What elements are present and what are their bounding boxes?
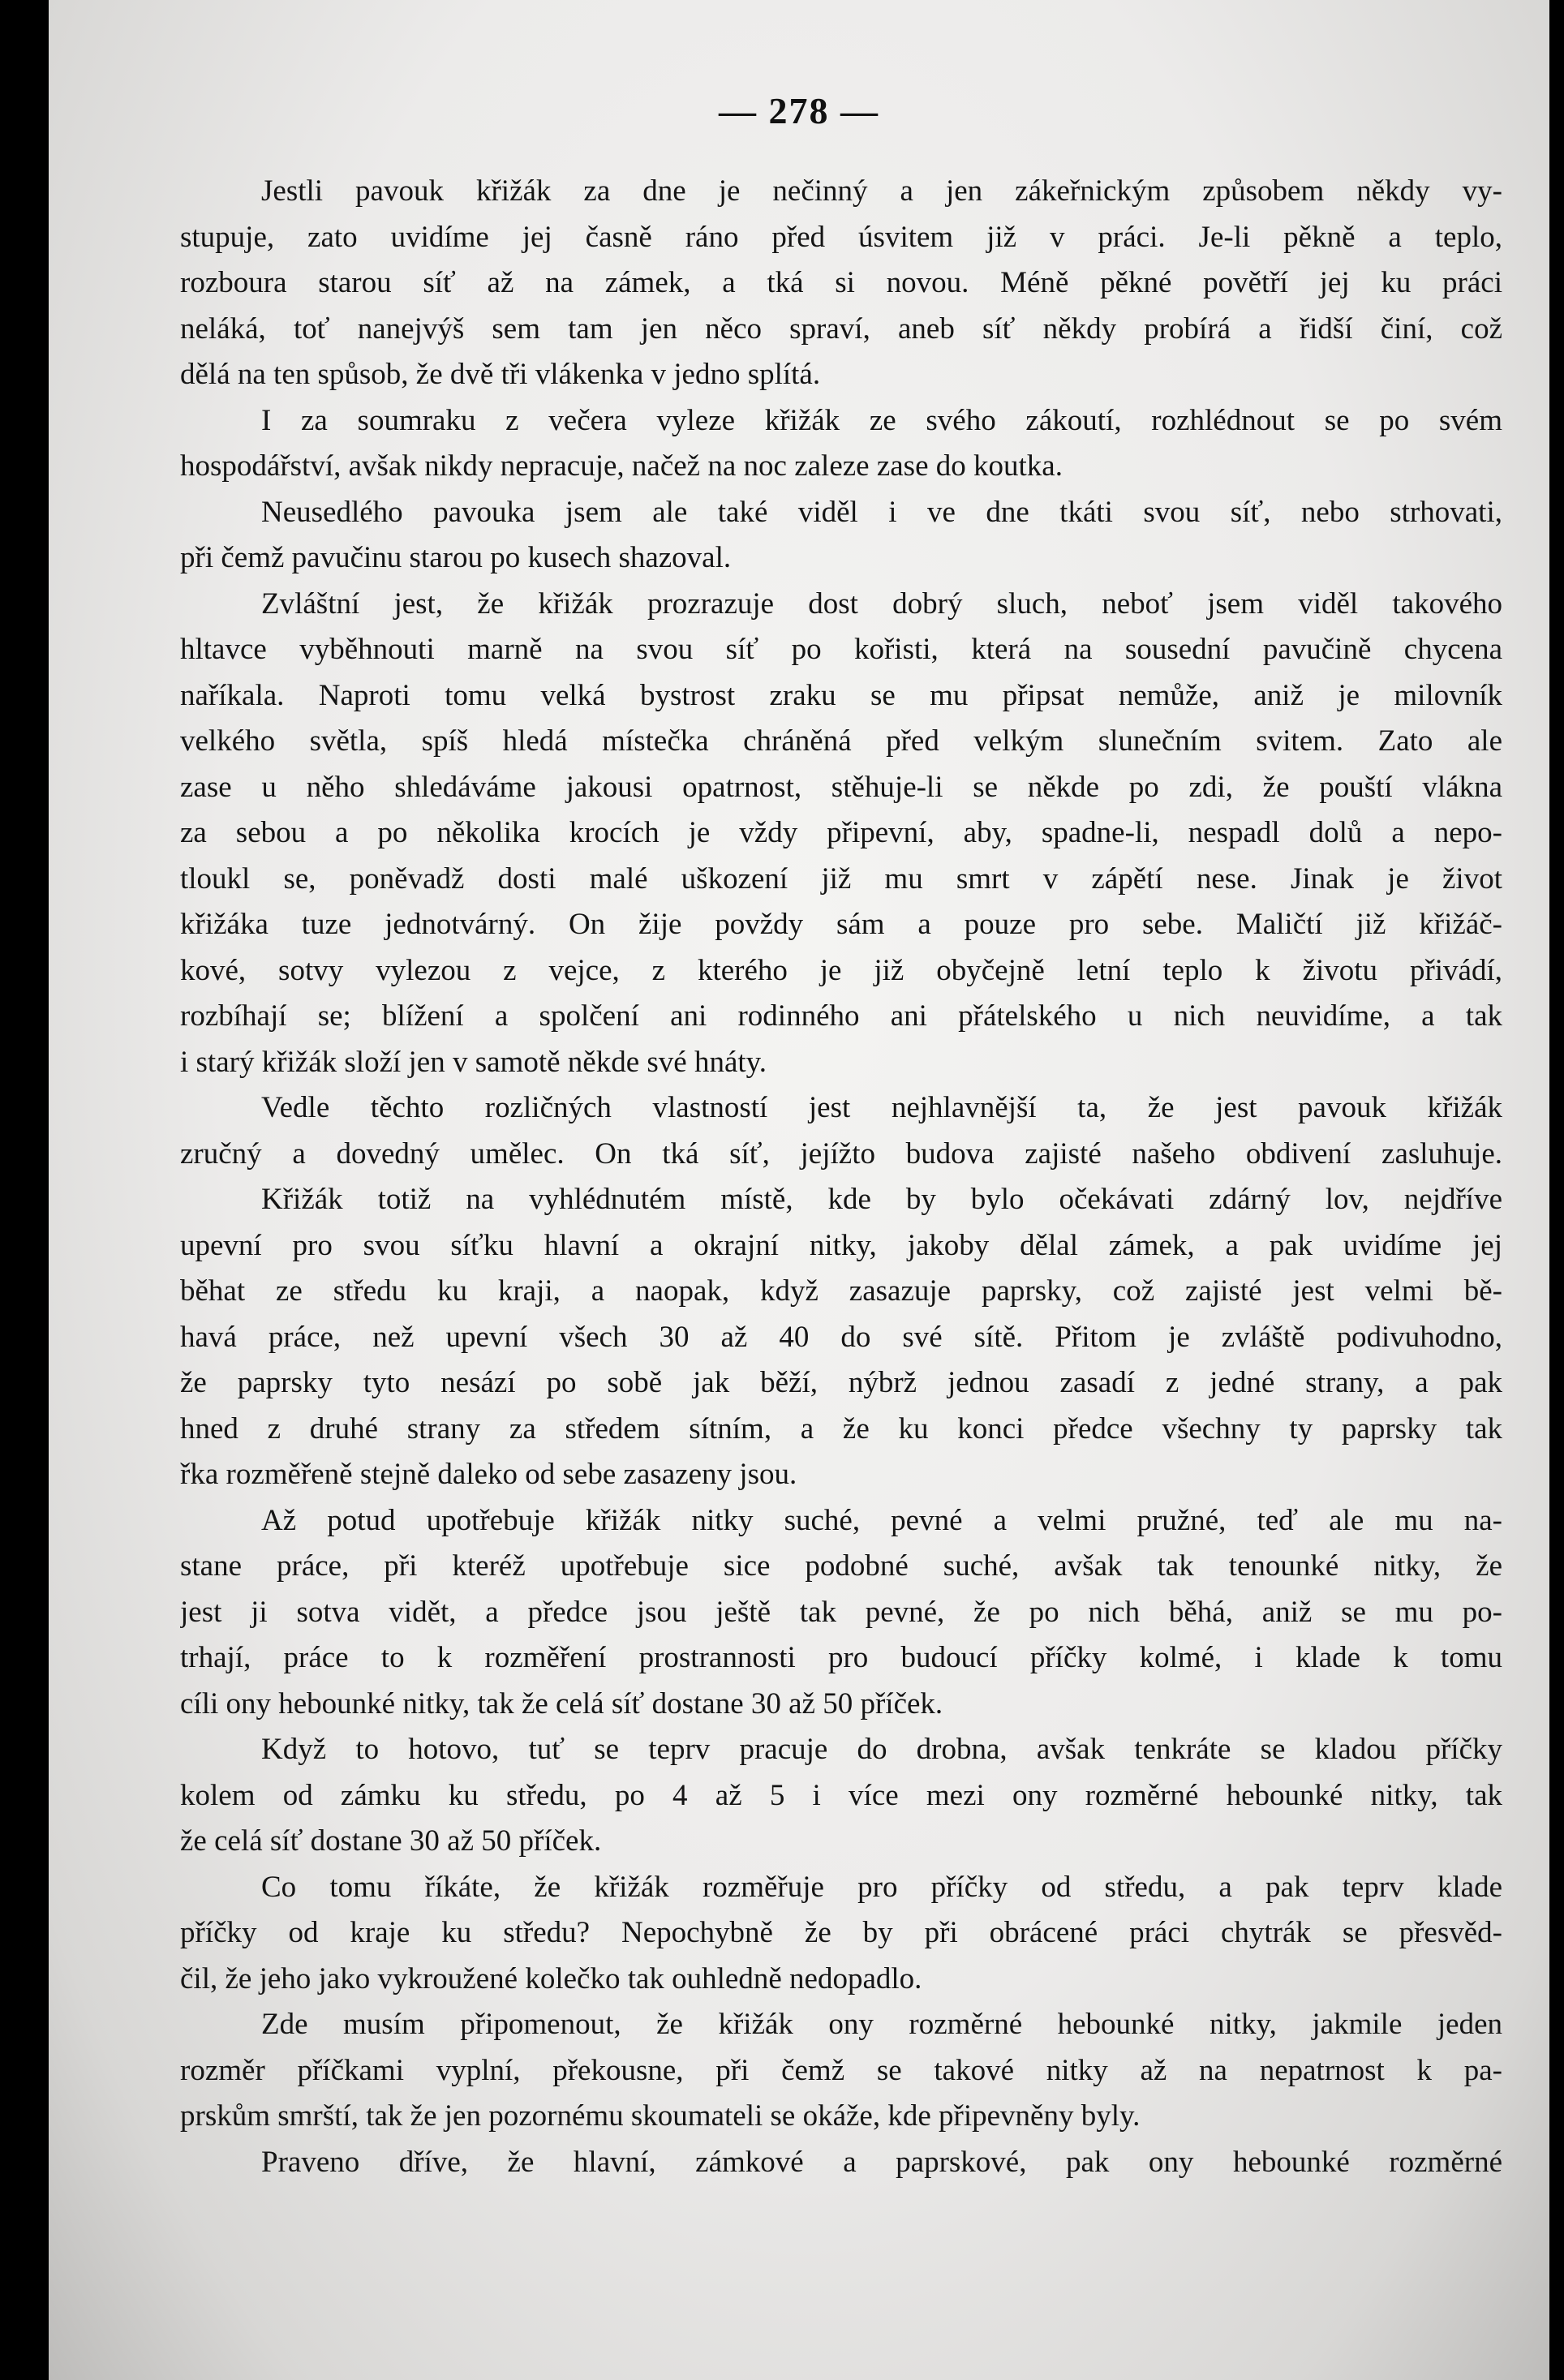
- text-line: cíli ony hebounké nitky, tak že celá síť dostane 30 až 50 příček.: [180, 1686, 943, 1721]
- text-line: za sebou a po několika krocích je vždy připevní, aby, spadne-li, nespadl dolů a nepo-: [180, 816, 1502, 849]
- text-line: neláká, toť nanejvýš sem tam jen něco spraví, aneb síť někdy probírá a řidší činí, což: [180, 311, 1502, 346]
- text-line: Až potud upotřebuje křižák nitky suché, pevné a velmi pružné, teď ale mu na-: [261, 1503, 1502, 1537]
- text-line: Neusedlého pavouka jsem ale také viděl i ve dne tkáti svou síť, nebo strhovati,: [261, 495, 1502, 529]
- text-line: že paprsky tyto nesází po sobě jak běží, nýbrž jednou zasadí z jedné strany, a pak: [180, 1366, 1502, 1399]
- text-line: Jestli pavouk křižák za dne je nečinný a jen zákeřnickým způsobem někdy vy-: [261, 174, 1502, 208]
- text-line: hned z druhé strany za středem sítním, a že ku konci předce všechny ty paprsky tak: [180, 1411, 1502, 1446]
- text-line: havá práce, než upevní všech 30 až 40 do své sítě. Přitom je zvláště podivuhodno,: [180, 1320, 1502, 1354]
- text-line: Co tomu říkáte, že křižák rozměřuje pro příčky od středu, a pak teprv klade: [261, 1870, 1502, 1904]
- text-line: stane práce, při kteréž upotřebuje sice podobné suché, avšak tak tenounké nitky, že: [180, 1549, 1502, 1583]
- text-line: rozměr příčkami vyplní, překousne, při čemž se takové nitky až na nepatrnost k pa-: [180, 2053, 1502, 2087]
- text-line: zručný a dovedný umělec. On tká síť, jejížto budova zajisté našeho obdivení zasluhuje.: [180, 1136, 1502, 1171]
- text-line: I za soumraku z večera vyleze křižák ze svého zákoutí, rozhlédnout se po svém: [261, 403, 1502, 437]
- paper-sheet: [49, 0, 1549, 2380]
- text-line: stupuje, zato uvidíme jej časně ráno před úsvitem již v práci. Je-li pěkně a teplo,: [180, 220, 1502, 254]
- text-line: i starý křižák složí jen v samotě někde své hnáty.: [180, 1045, 767, 1079]
- text-line: Křižák totiž na vyhlédnutém místě, kde by bylo očekávati zdárný lov, nejdříve: [261, 1183, 1502, 1216]
- text-line: hltavce vyběhnouti marně na svou síť po kořisti, která na sousední pavučině chycena: [180, 633, 1502, 666]
- text-line: naříkala. Naproti tomu velká bystrost zraku se mu připsat nemůže, aniž je milovník: [180, 678, 1502, 712]
- text-line: řka rozměřeně stejně daleko od sebe zasazeny jsou.: [180, 1458, 797, 1491]
- text-line: Praveno dříve, že hlavní, zámkové a paprskové, pak ony hebounké rozměrné: [261, 2145, 1502, 2179]
- text-line: kové, sotvy vylezou z vejce, z kterého je již obyčejně letní teplo k životu přivádí,: [180, 953, 1502, 987]
- text-line: rozbíhají se; blížení a spolčení ani rodinného ani přátelského u nich neuvidíme, a tak: [180, 999, 1502, 1033]
- text-line: že celá síť dostane 30 až 50 příček.: [180, 1824, 602, 1858]
- text-line: Zvláštní jest, že křižák prozrazuje dost dobrý sluch, neboť jsem viděl takového: [261, 586, 1502, 621]
- body-text: [180, 169, 1502, 2185]
- text-line: prskům smrští, tak že jen pozornému skoumateli se okáže, kde připevněny byly.: [180, 2099, 1141, 2133]
- text-line: tloukl se, poněvadž dosti malé uškození již mu smrt v zápětí nese. Jinak je život: [180, 861, 1502, 896]
- text-line: zase u něho shledáváme jakousi opatrnost, stěhuje-li se někde po zdi, že pouští vlákna: [180, 770, 1502, 804]
- text-line: při čemž pavučinu starou po kusech shazoval.: [180, 541, 732, 574]
- text-line: Vedle těchto rozličných vlastností jest nejhlavnější ta, že jest pavouk křižák: [261, 1091, 1502, 1124]
- text-line: běhat ze středu ku kraji, a naopak, když zasazuje paprsky, což zajisté jest velmi bě-: [180, 1274, 1502, 1308]
- text-line: trhají, práce to k rozměření prostrannosti pro budoucí příčky kolmé, i klade k tomu: [180, 1641, 1502, 1674]
- text-line: křižáka tuze jednotvárný. On žije povždy sám a pouze pro sebe. Maličtí již křižáč-: [180, 908, 1502, 941]
- text-line: upevní pro svou síťku hlavní a okrajní nitky, jakoby dělal zámek, a pak uvidíme jej: [180, 1228, 1502, 1262]
- text-line: kolem od zámku ku středu, po 4 až 5 i více mezi ony rozměrné hebounké nitky, tak: [180, 1778, 1502, 1812]
- page-number: — 278 —: [719, 90, 879, 131]
- text-line: Zde musím připomenout, že křižák ony rozměrné hebounké nitky, jakmile jeden: [261, 2008, 1502, 2041]
- text-line: rozboura starou síť až na zámek, a tká si novou. Méně pěkné povětří jej ku práci: [180, 266, 1502, 299]
- text-line: hospodářství, avšak nikdy nepracuje, načež na noc zaleze zase do koutka.: [180, 449, 1063, 483]
- text-line: čil, že jeho jako vykroužené kolečko tak ouhledně nedopadlo.: [180, 1961, 922, 1996]
- text-line: příčky od kraje ku středu? Nepochybně že by při obrácené práci chytrák se přesvěd-: [180, 1916, 1502, 1949]
- text-line: jest ji sotva vidět, a předce jsou ještě tak pevné, že po nich běhá, aniž se mu po-: [180, 1595, 1502, 1629]
- text-line: velkého světla, spíš hledá místečka chráněná před velkým slunečním svitem. Zato ale: [180, 724, 1502, 758]
- text-line: dělá na ten spůsob, že dvě tři vlákenka v jedno splítá.: [180, 358, 821, 391]
- text-line: Když to hotovo, tuť se teprv pracuje do drobna, avšak tenkráte se kladou příčky: [261, 1733, 1502, 1766]
